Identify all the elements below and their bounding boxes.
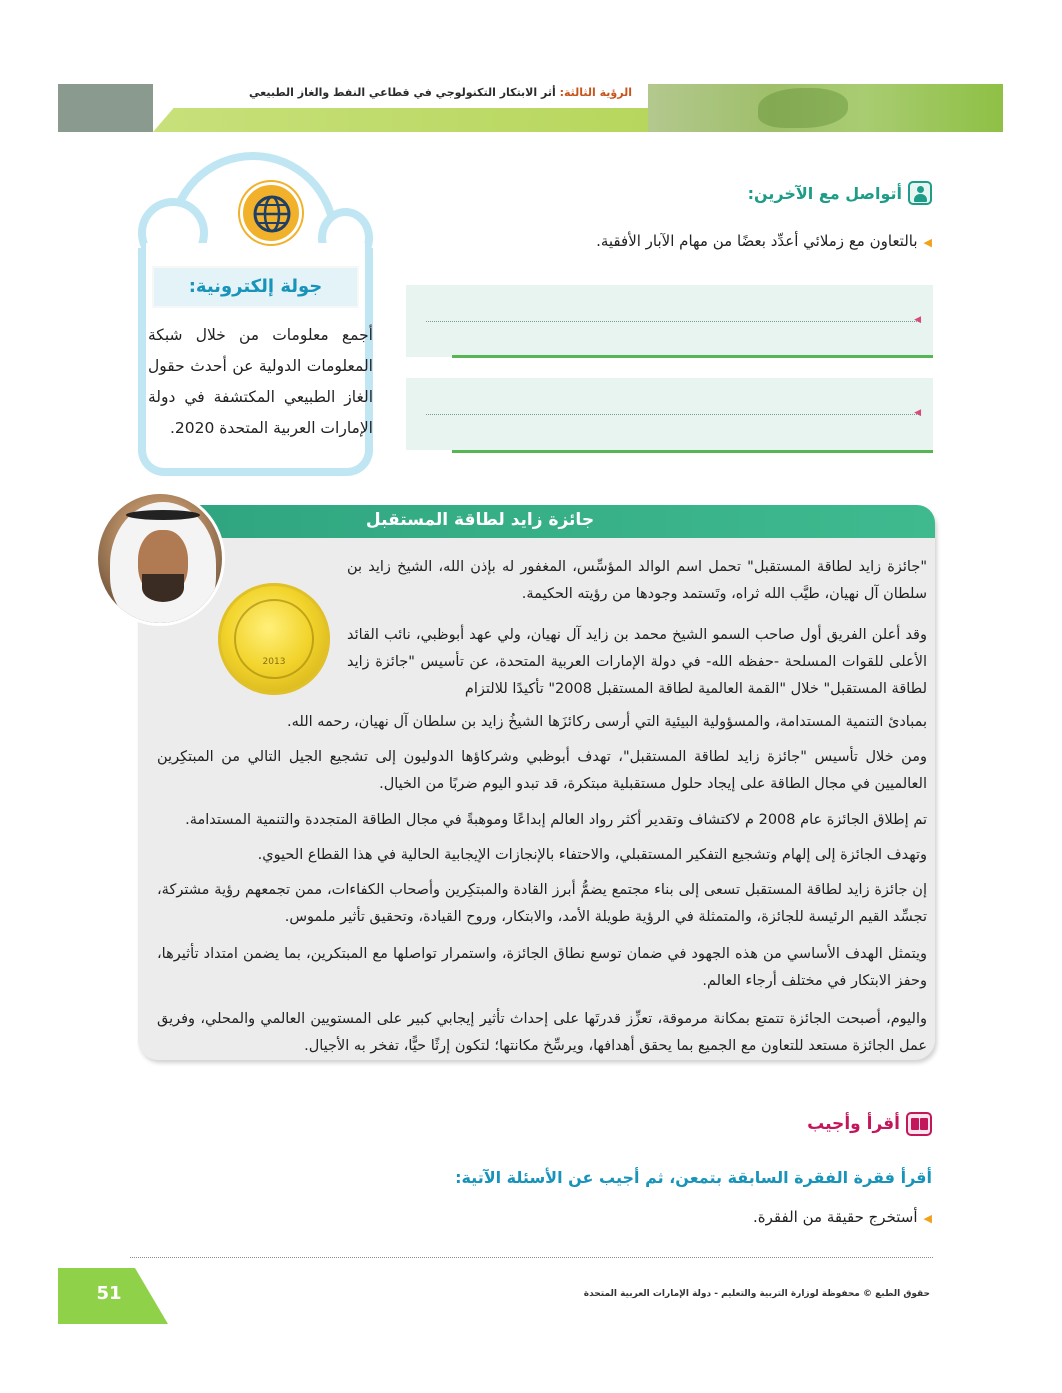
book-icon	[906, 1112, 932, 1136]
page-number: 51	[96, 1283, 122, 1304]
sheikh-zayed-portrait	[95, 491, 225, 626]
globe-icon	[240, 182, 302, 244]
award-medal	[218, 583, 330, 695]
person-icon	[908, 181, 932, 205]
bullet-arrow-icon: ◀	[923, 236, 932, 249]
answer-dotted-line	[426, 321, 919, 322]
etour-panel	[138, 148, 373, 478]
award-title: جائزة زايد لطاقة المستقبل	[365, 510, 595, 530]
read-bullet	[753, 1208, 932, 1226]
answer-arrow-icon: ◀	[914, 315, 921, 325]
header-green-strip	[153, 108, 668, 132]
communicate-title: أتواصل مع الآخرين:	[747, 183, 902, 203]
answer-dotted-line[interactable]	[130, 1257, 933, 1258]
answer-arrow-icon: ◀	[914, 408, 921, 418]
answer-field-1[interactable]	[406, 285, 933, 357]
answer-dotted-line	[426, 414, 919, 415]
answer-field-2[interactable]	[406, 378, 933, 450]
answer-underline-2	[452, 450, 933, 453]
read-answer-title: أقرأ وأجيب	[807, 1114, 900, 1134]
award-paragraph: ومن خلال تأسيس "جائزة زايد لطاقة المستقبل"، تهدف أبوظبي وشركاؤها الدوليون إلى تشجيع الجيل التالي من المبتكِرين العالميين في مجال الطاقة على إيجاد حلول مستقبلية مبتكرة، قد تبدو اليوم ضربًا من الخيال.	[157, 749, 927, 792]
award-paragraph: "جائزة زايد لطاقة المستقبل" تحمل اسم الوالد المؤسِّس، المغفور له بإذن الله، الشيخ زايد بن سلطان آل نهيان، طيَّب الله ثراه، وتَستمد وجودها من رؤيته الحكيمة.	[347, 559, 927, 602]
etour-text: أجمع معلومات من خلال شبكة المعلومات الدولية عن أحدث حقول الغاز الطبيعي المكتشفة في دولة الإمارات العربية المتحدة 2020.	[148, 326, 373, 437]
award-paragraph: وتهدف الجائزة إلى إلهام وتشجيع التفكير المستقبلي، والاحتفاء بالإنجازات الإيجابية الحالية في هذا القطاع الحيوي.	[257, 847, 927, 863]
medal-ring	[234, 599, 314, 679]
read-instruction: أقرأ فقرة الفقرة السابقة بتمعن، ثم أجيب عن الأسئلة الآتية:	[455, 1168, 932, 1187]
header-title	[249, 86, 632, 99]
award-paragraph: إن جائزة زايد لطاقة المستقبل تسعى إلى بناء مجتمع يضمُّ أبرز القادة والمبتكِرين وأصحاب الكفاءات، ممن تجمعهم رؤية مشتركة، تجسِّد القيم الرئيسة للجائزة، والمتمثلة في الرؤية طويلة الأمد، والابتكار، وروح القيادة، وتحقيق تأثير ملموس.	[157, 882, 927, 925]
header-title-text: أثر الابتكار التكنولوجي في قطاعي النفط والغاز الطبيعي	[249, 86, 560, 99]
etour-title: جولة إلكترونية:	[188, 276, 323, 297]
bullet-arrow-icon: ◀	[923, 1212, 932, 1225]
read-bullet-text: أستخرج حقيقة من الفقرة.	[753, 1208, 918, 1226]
beard	[142, 574, 184, 602]
copyright-notice: حقوق الطبع © محفوظة لوزارة التربية والتعليم - دولة الإمارات العربية المتحدة	[583, 1289, 930, 1299]
award-paragraph: تم إطلاق الجائزة عام 2008 م لاكتشاف وتقدير أكثر رواد العالم إبداعًا وموهبةً في مجال الطاقة المتجددة والتنمية المستدامة.	[185, 812, 927, 828]
medal-year: 2013	[262, 657, 286, 667]
answer-underline-1	[452, 355, 933, 358]
agal	[126, 510, 200, 520]
header-gray-block	[58, 84, 153, 132]
header-accent-label: الرؤية الثالثة:	[559, 86, 632, 99]
read-answer-heading	[807, 1112, 932, 1136]
communicate-bullet-text: بالتعاون مع زملائي أعدِّد بعضًا من مهام الآبار الأفقية.	[596, 232, 918, 250]
communicate-heading	[748, 181, 932, 205]
award-paragraph: بمبادئ التنمية المستدامة، والمسؤولية البيئية التي أرسى ركائزَها الشيخُ زايد بن سلطان آل نهيان، رحمه الله.	[287, 714, 927, 730]
communicate-bullet	[596, 232, 932, 250]
header-photo	[648, 84, 1003, 132]
award-paragraph: وقد أعلن الفريق أول صاحب السمو الشيخ محمد بن زايد آل نهيان، ولي عهد أبوظبي، نائب القائد الأعلى للقوات المسلحة -حفظه الله- في دولة الإمارات العربية المتحدة، عن تأسيس "جائزة زايد لطاقة المستقبل" خلال "القمة العالمية لطاقة المستقبل 2008" تأكيدًا للالتزام	[347, 627, 927, 697]
award-paragraph: واليوم، أصبحت الجائزة تتمتع بمكانة مرموقة، تعزِّز قدرتَها على إحداث تأثير إيجابي كبير على المستويين العالمي والمحلي، وفريق عمل الجائزة مستعد للتعاون مع الجميع بما يحقق أهدافها، ويرسِّخ مكانتها؛ لتكون إرثًا حيًّا، تفخر به الأجيال.	[157, 1011, 927, 1054]
award-paragraph: ويتمثل الهدف الأساسي من هذه الجهود في ضمان توسع نطاق الجائزة، واستمرار تواصلها مع المبتكرين، بما يضمن امتداد تأثيرها، وحفز الابتكار في مختلف أرجاء العالم.	[157, 946, 927, 989]
